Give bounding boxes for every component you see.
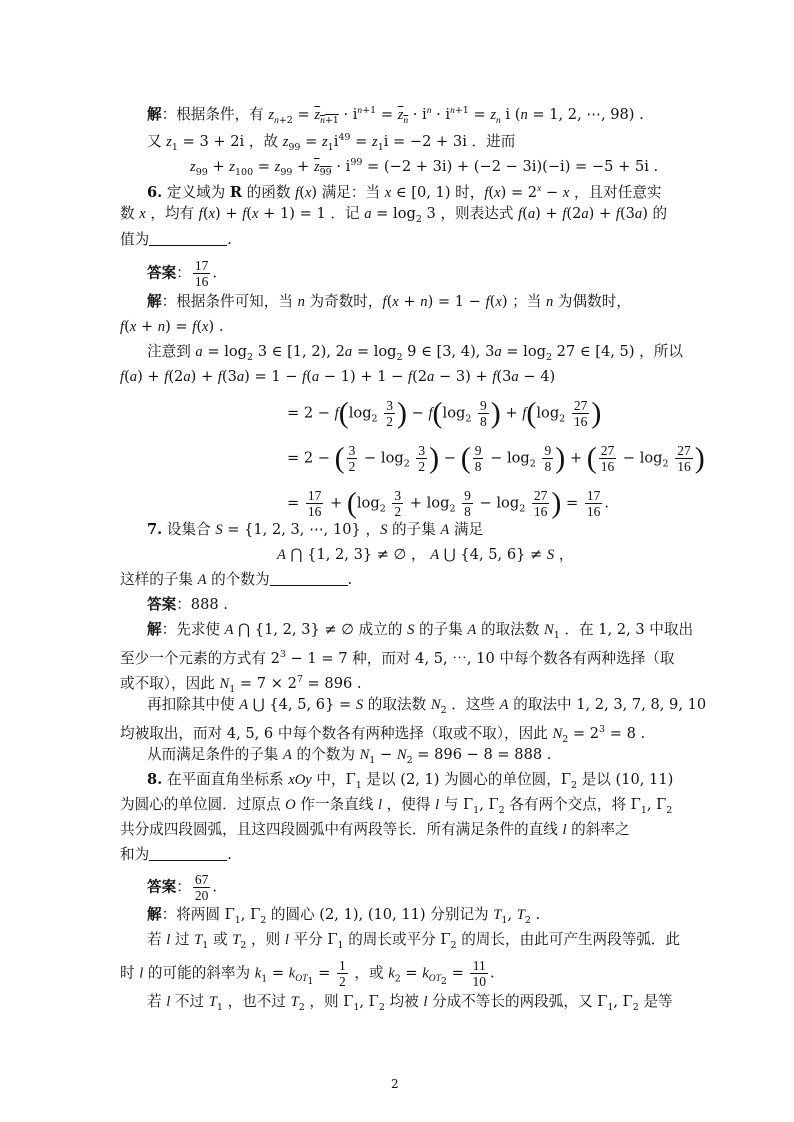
answer-line: 答案： $\frac{17}{16}$ . (147, 258, 217, 289)
equation-line: = 2 − ( $\frac{3}{2}$ − $\log_2$ $\frac{3}{2}$ ) − ( $\frac{9}{8}$ − $\log_2$ $\frac{9}{8}$ ) + ( $\frac{27}{16}$ − $\log_2$ $\frac{27}{16}$ ) (287, 441, 705, 475)
answer-blank: 值为 . (120, 231, 232, 248)
problem-6-statement: 6. 定义域为 R 的函数 f(x) 满足：当 x ∈ [0, 1) 时，$f(x) = 2^x - x$ ，且对任意实 (147, 183, 662, 201)
text-line: 从而满足条件的子集 A 的个数为 $N_1 - N_2 = 896 - 8 = 888$ . (147, 746, 552, 766)
equation-line: = $2 - f(\log_2$ $\frac{3}{2}$ ) − $f(\log_2$ $\frac{9}{8}$ ) + $f(\log_2$ $\frac{27}{16}$ ) (287, 396, 602, 430)
text-line: 时 l 的可能的斜率为 $k_1 = k_{OT_1}$ = $\frac{1}{2}$ ，或 $k_2 = k_{OT_2}$ = $\frac{11}{10}$ . (120, 958, 495, 989)
text-line: 数 x ，均有 f(x) + f(x + 1) = 1 ．记 $a = \log_2 3$ ，则表达式 f(a) + f(2a) + f(3a) 的 (120, 205, 668, 225)
text-line: 均被取出，而对 4, 5, 6 中每个数各有两种选择（取或不取），因此 $N_2 = 2^3 = 8$ . (120, 724, 646, 745)
solution-line: 解：将两圆 $\Gamma_1$, $\Gamma_2$ 的圆心 (2, 1), (10, 11) 分别记为 $T_1$, $T_2$ . (147, 906, 541, 926)
page-number: 2 (391, 1077, 399, 1091)
text-line: 若 l 过 $T_1$ 或 $T_2$ ，则 l 平分 $\Gamma_1$ 的周长或平分 $\Gamma_2$ 的周长，由此可产生两段等弧．此 (147, 931, 681, 951)
condition-line: A ⋂ {1, 2, 3} ≠ ∅ ， A ⋃ {4, 5, 6} ≠ S ， (277, 546, 574, 563)
text-line: 或不取），因此 $N_1 = 7 \times 2^7 = 896$ . (120, 674, 362, 695)
equation-line: f(a) + f(2a) + f(3a) = 1 − f(a − 1) + 1 − f(2a − 3) + f(3a − 4) (120, 368, 556, 385)
problem-7-statement: 7. 设集合 S = {1, 2, 3, ⋯, 10} ，S 的子集 A 满足 (147, 521, 484, 538)
text-line: 若 l 不过 $T_1$ ，也不过 $T_2$ ，则 $\Gamma_1$, $\Gamma_2$ 均被 l 分成不等长的两段弧，又 $\Gamma_1$, $\Gamma_2$ 是等 (147, 993, 673, 1013)
text-line: 至少一个元素的方式有 $2^3 - 1 = 7$ 种，而对 4, 5, ⋯, 10 中每个数各有两种选择（取 (120, 649, 675, 667)
text-line: 再扣除其中使 A ⋃ {4, 5, 6} = S 的取法数 $N_2$ ．这些 A 的取法中 1, 2, 3, 7, 8, 9, 10 (147, 696, 707, 716)
solution-line: 解：先求使 A ⋂ {1, 2, 3} ≠ ∅ 成立的 S 的子集 A 的取法数 $N_1$ ．在 1, 2, 3 中取出 (147, 621, 694, 641)
answer-line: 答案：888 . (147, 596, 228, 613)
text-line: 解：根据条件，有 $z_{n+2} = z_{n+1} \cdot i^{n+1} = z_n \cdot i^n \cdot i^{n+1} = z_n$ i (n = 1, 2, ⋯, 98) . (147, 105, 644, 126)
text-line: $z_{99} + z_{100} = z_{99} + z_{99} \cdot i^{99} = (-2 + 3i) + (-2 - 3i)(-i) = -5 + 5i$ . (190, 157, 659, 178)
equation-line: = $\frac{17}{16}$ + ($\log_2$ $\frac{3}{2}$ + $\log_2$ $\frac{9}{8}$ − $\log_2$ $\frac{27}{16}$ ) = $\frac{17}{16}$ . (287, 486, 610, 520)
answer-line: 答案： $\frac{67}{20}$ . (147, 872, 217, 903)
problem-8-statement: 8. 在平面直角坐标系 xOy 中，$\Gamma_1$ 是以 (2, 1) 为圆心的单位圆，$\Gamma_2$ 是以 (10, 11) (147, 771, 674, 791)
text-line: f(x + n) = f(x) . (120, 318, 224, 335)
answer-blank: 和为 . (120, 846, 232, 863)
text-line: 又 $z_1 = 3 + 2i$ ，故 $z_{99} = z_1i^{49} = z_1i = -2 + 3i$ ．进而 (147, 132, 516, 153)
answer-blank: 这样的子集 A 的个数为 . (120, 571, 353, 588)
text-line: 为圆心的单位圆．过原点 O 作一条直线 l ，使得 l 与 $\Gamma_1$, $\Gamma_2$ 各有两个交点，将 $\Gamma_1$, $\Gamma_2$ (120, 796, 673, 816)
text-line: 共分成四段圆弧，且这四段圆弧中有两段等长．所有满足条件的直线 l 的斜率之 (120, 821, 630, 838)
solution-line: 解：根据条件可知，当 n 为奇数时，f(x + n) = 1 − f(x) ；当 n 为偶数时， (147, 293, 631, 310)
text-line: 注意到 $a = \log_2 3$ ∈ [1, 2), $2a = \log_2 9$ ∈ [3, 4), $3a = \log_2 27$ ∈ [4, 5) ，所以 (147, 343, 683, 363)
